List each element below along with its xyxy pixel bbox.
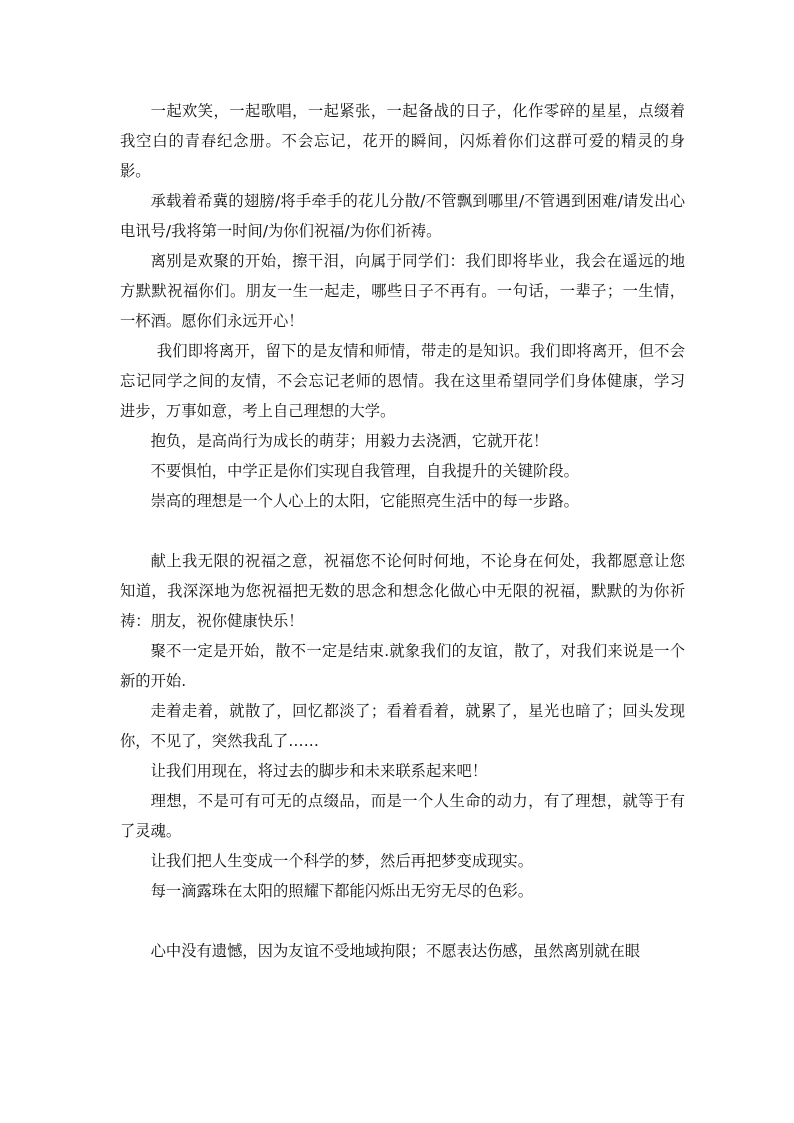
paragraph-4: 我们即将离开，留下的是友情和师情，带走的是知识。我们即将离开，但不会忘记同学之间的友情，不会忘记老师的恩情。我在这里希望同学们身体健康，学习进步，万事如意，考上自己理想的大学。 — [120, 342, 685, 420]
document-page — [120, 96, 685, 966]
paragraph-gap — [120, 906, 685, 936]
paragraph-3: 离别是欢聚的开始，擦干泪，向属于同学们：我们即将毕业，我会在遥远的地方默默祝福你们。朋友一生一起走，哪些日子不再有。一句话，一辈子；一生情，一杯酒。愿你们永远开心！ — [120, 252, 685, 330]
paragraph-6: 不要惧怕，中学正是你们实现自我管理，自我提升的关键阶段。 — [150, 462, 579, 480]
paragraph-gap — [120, 516, 685, 546]
paragraph-1: 一起欢笑，一起歌唱，一起紧张，一起备战的日子，化作零碎的星星，点缀着我空白的青春纪念册。不会忘记，花开的瞬间，闪烁着你们这群可爱的精灵的身影。 — [120, 102, 685, 180]
paragraph-2: 承载着希冀的翅膀/将手牵手的花儿分散/不管飘到哪里/不管遇到困难/请发出心电讯号/我将第一时间/为你们祝福/为你们祈祷。 — [120, 192, 685, 240]
paragraph-7: 崇高的理想是一个人心上的太阳，它能照亮生活中的每一步路。 — [150, 492, 579, 510]
paragraph-10: 走着走着，就散了，回忆都淡了；看着看着，就累了，星光也暗了；回头发现你，不见了，突然我乱了…… — [120, 702, 685, 750]
paragraph-13: 让我们把人生变成一个科学的梦，然后再把梦变成现实。 — [150, 852, 534, 870]
paragraph-12: 理想，不是可有可无的点缀品，而是一个人生命的动力，有了理想，就等于有了灵魂。 — [120, 792, 685, 840]
paragraph-9: 聚不一定是开始，散不一定是结束.就象我们的友谊，散了，对我们来说是一个新的开始. — [120, 642, 685, 690]
paragraph-11: 让我们用现在，将过去的脚步和未来联系起来吧！ — [150, 762, 488, 780]
paragraph-14: 每一滴露珠在太阳的照耀下都能闪烁出无穷无尽的色彩。 — [150, 882, 534, 900]
paragraph-8: 献上我无限的祝福之意，祝福您不论何时何地，不论身在何处，我都愿意让您知道，我深深地为您祝福把无数的思念和想念化做心中无限的祝福，默默的为你祈祷：朋友，祝你健康快乐！ — [120, 552, 685, 630]
paragraph-5: 抱负，是高尚行为成长的萌芽；用毅力去浇洒，它就开花！ — [150, 432, 549, 450]
paragraph-15: 心中没有遗憾，因为友谊不受地域拘限；不愿表达伤感，虽然离别就在眼 — [150, 942, 641, 960]
